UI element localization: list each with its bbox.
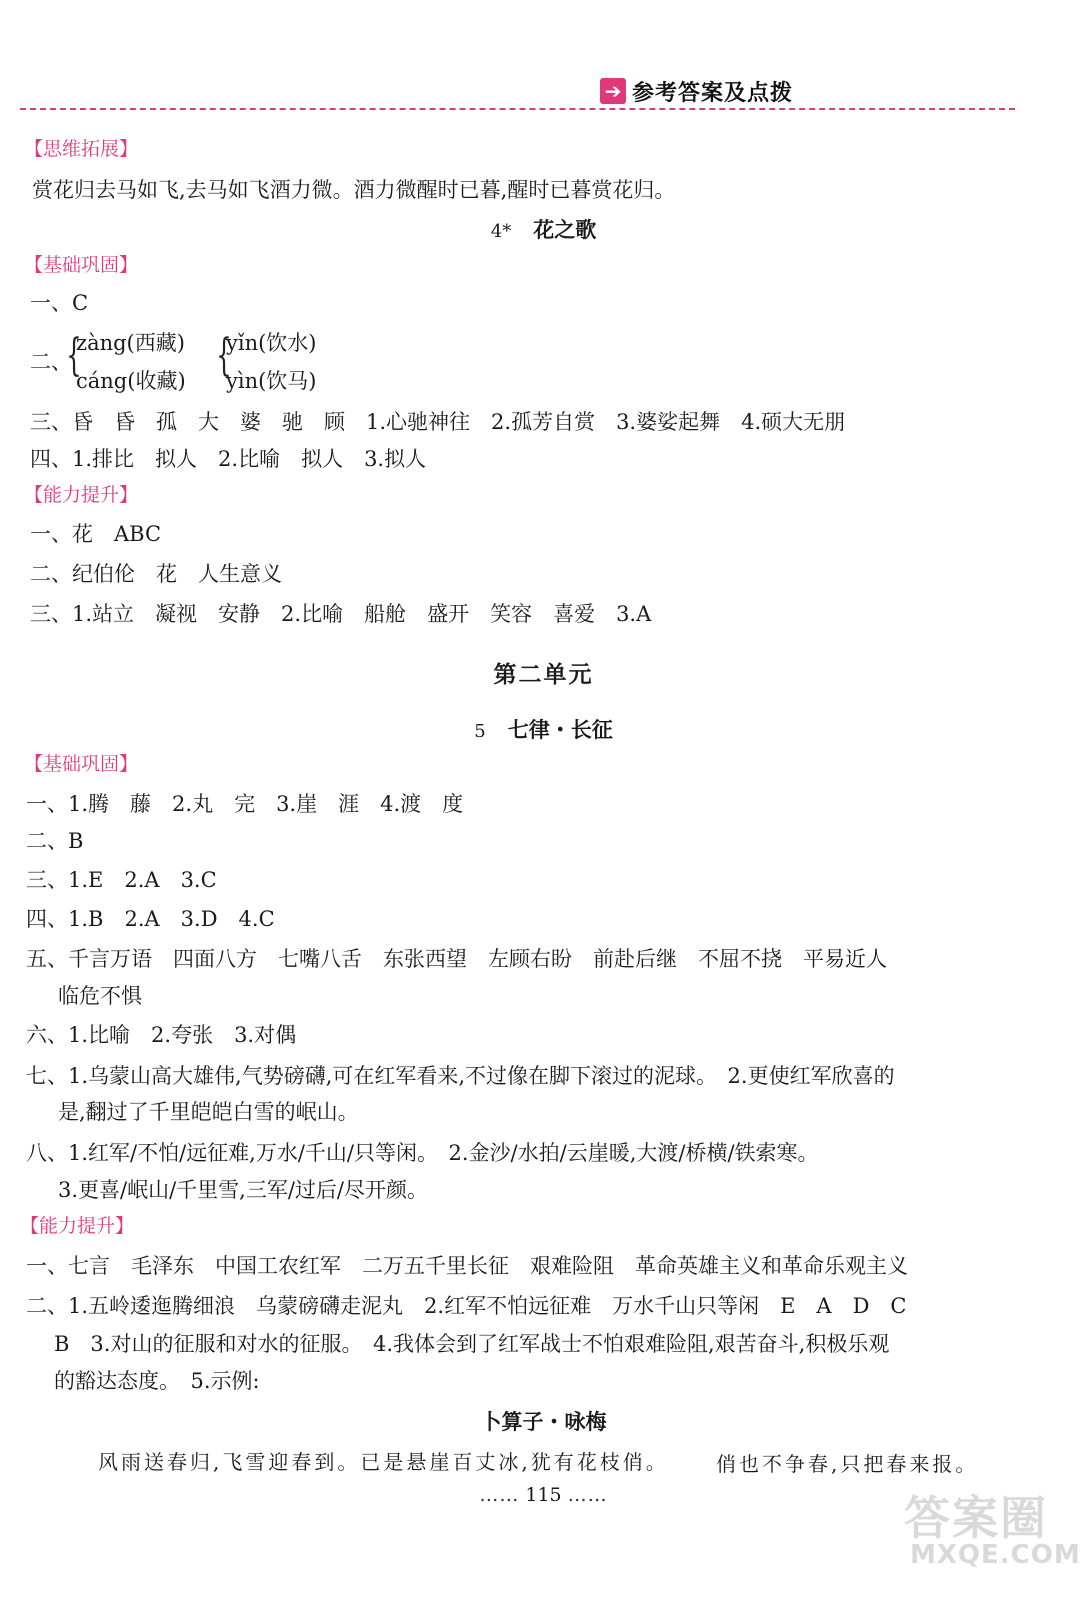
watermark-logo	[900, 1478, 1081, 1578]
page-dots-left: ……	[479, 1484, 520, 1506]
lesson-4-number: 4*	[490, 221, 512, 242]
poem-title: 卜算子・咏梅	[480, 1410, 607, 1434]
lesson-4-title: 花之歌	[533, 218, 597, 242]
unit-title: 第二单元	[493, 661, 594, 688]
thinking-answer: 赏花归去马如飞,去马如飞酒力微。酒力微醒时已暮,醒时已暮赏花归。	[32, 178, 676, 202]
l5-answer-4: 四、1.B 2.A 3.D 4.C	[26, 907, 275, 931]
l4-answer-4: 四、1.排比 拟人 2.比喻 拟人 3.拟人	[30, 447, 427, 471]
poem-line-2: 俏也不争春,只把春来报。	[716, 1452, 979, 1476]
l5-answer-7-line1: 七、1.乌蒙山高大雄伟,气势磅礴,可在红军看来,不过像在脚下滚过的泥球。 2.更使红军欣喜的	[26, 1064, 895, 1088]
l5-ability-2-line1: 二、1.五岭逶迤腾细浪 乌蒙磅礴走泥丸 2.红军不怕远征难 万水千山只等闲 E A D C	[26, 1294, 907, 1318]
l4-ability-1: 一、花 ABC	[30, 522, 162, 546]
l5-answer-8-line1: 八、1.红军/不怕/远征难,万水/千山/只等闲。 2.金沙/水拍/云崖暖,大渡/桥横/铁索寒。	[26, 1141, 819, 1165]
header-title: 参考答案及点拨	[632, 81, 794, 106]
section-tag-basic: 【基础巩固】	[24, 753, 139, 775]
section-tag-thinking: 【思维拓展】	[24, 138, 139, 160]
l4-answer-1: 一、C	[30, 291, 89, 315]
page-number-value: 115	[525, 1484, 562, 1506]
watermark-text-url: MXQE.COM	[910, 1540, 1081, 1570]
brace-icon: {	[216, 330, 232, 381]
l4-pinyin-cang: cáng(收藏)	[76, 369, 186, 393]
l4-ability-2: 二、纪伯伦 花 人生意义	[30, 562, 282, 586]
arrow-right-icon: ➔	[600, 78, 626, 104]
section-tag-ability: 【能力提升】	[24, 484, 139, 506]
l5-ability-2-line2: B 3.对山的征服和对水的征服。 4.我体会到了红军战士不怕艰难险阻,艰苦奋斗,积极乐观	[54, 1332, 890, 1356]
l5-answer-3: 三、1.E 2.A 3.C	[26, 868, 217, 892]
l5-ability-2-line3: 的豁达态度。 5.示例:	[54, 1369, 260, 1393]
l4-pinyin-yin3: yǐn(饮水)	[226, 331, 317, 355]
l5-answer-5-line2: 临危不惧	[58, 984, 142, 1008]
page-dots-right: ……	[567, 1484, 608, 1506]
header-divider	[20, 108, 1015, 110]
l5-answer-1: 一、1.腾 藤 2.丸 完 3.崖 涯 4.渡 度	[26, 792, 464, 816]
brace-icon: {	[66, 330, 82, 381]
l4-answer-2-prefix: 二、	[30, 350, 72, 374]
lesson-5-number: 5	[474, 721, 486, 742]
l5-answer-2: 二、B	[26, 829, 84, 853]
section-tag-ability: 【能力提升】	[20, 1215, 135, 1237]
l5-answer-5-line1: 五、千言万语 四面八方 七嘴八舌 东张西望 左顾右盼 前赴后继 不屈不挠 平易近人	[26, 947, 887, 971]
l5-answer-8-line2: 3.更喜/岷山/千里雪,三军/过后/尽开颜。	[58, 1178, 429, 1202]
l4-answer-3: 三、昏 昏 孤 大 婆 驰 顾 1.心驰神往 2.孤芳自赏 3.婆娑起舞 4.硕大无朋	[30, 410, 846, 434]
watermark-text-cn: 答案圈	[904, 1491, 1048, 1545]
l5-answer-7-line2: 是,翻过了千里皑皑白雪的岷山。	[58, 1100, 359, 1124]
l5-answer-6: 六、1.比喻 2.夸张 3.对偶	[26, 1023, 297, 1047]
section-tag-basic: 【基础巩固】	[24, 254, 139, 276]
poem-line-1: 风雨送春归,飞雪迎春到。已是悬崖百丈冰,犹有花枝俏。	[98, 1450, 669, 1474]
lesson-5-title: 七律・长征	[507, 718, 613, 742]
lesson-4-heading	[0, 214, 1087, 244]
l4-ability-3: 三、1.站立 凝视 安静 2.比喻 船舱 盛开 笑容 喜爱 3.A	[30, 602, 652, 626]
l4-pinyin-yin4: yìn(饮马)	[226, 369, 317, 393]
l4-pinyin-zang: zàng(西藏)	[76, 331, 185, 355]
page-header	[0, 72, 1087, 112]
l5-ability-1: 一、七言 毛泽东 中国工农红军 二万五千里长征 艰难险阻 革命英雄主义和革命乐观主义	[26, 1254, 908, 1278]
lesson-5-heading	[0, 714, 1087, 744]
